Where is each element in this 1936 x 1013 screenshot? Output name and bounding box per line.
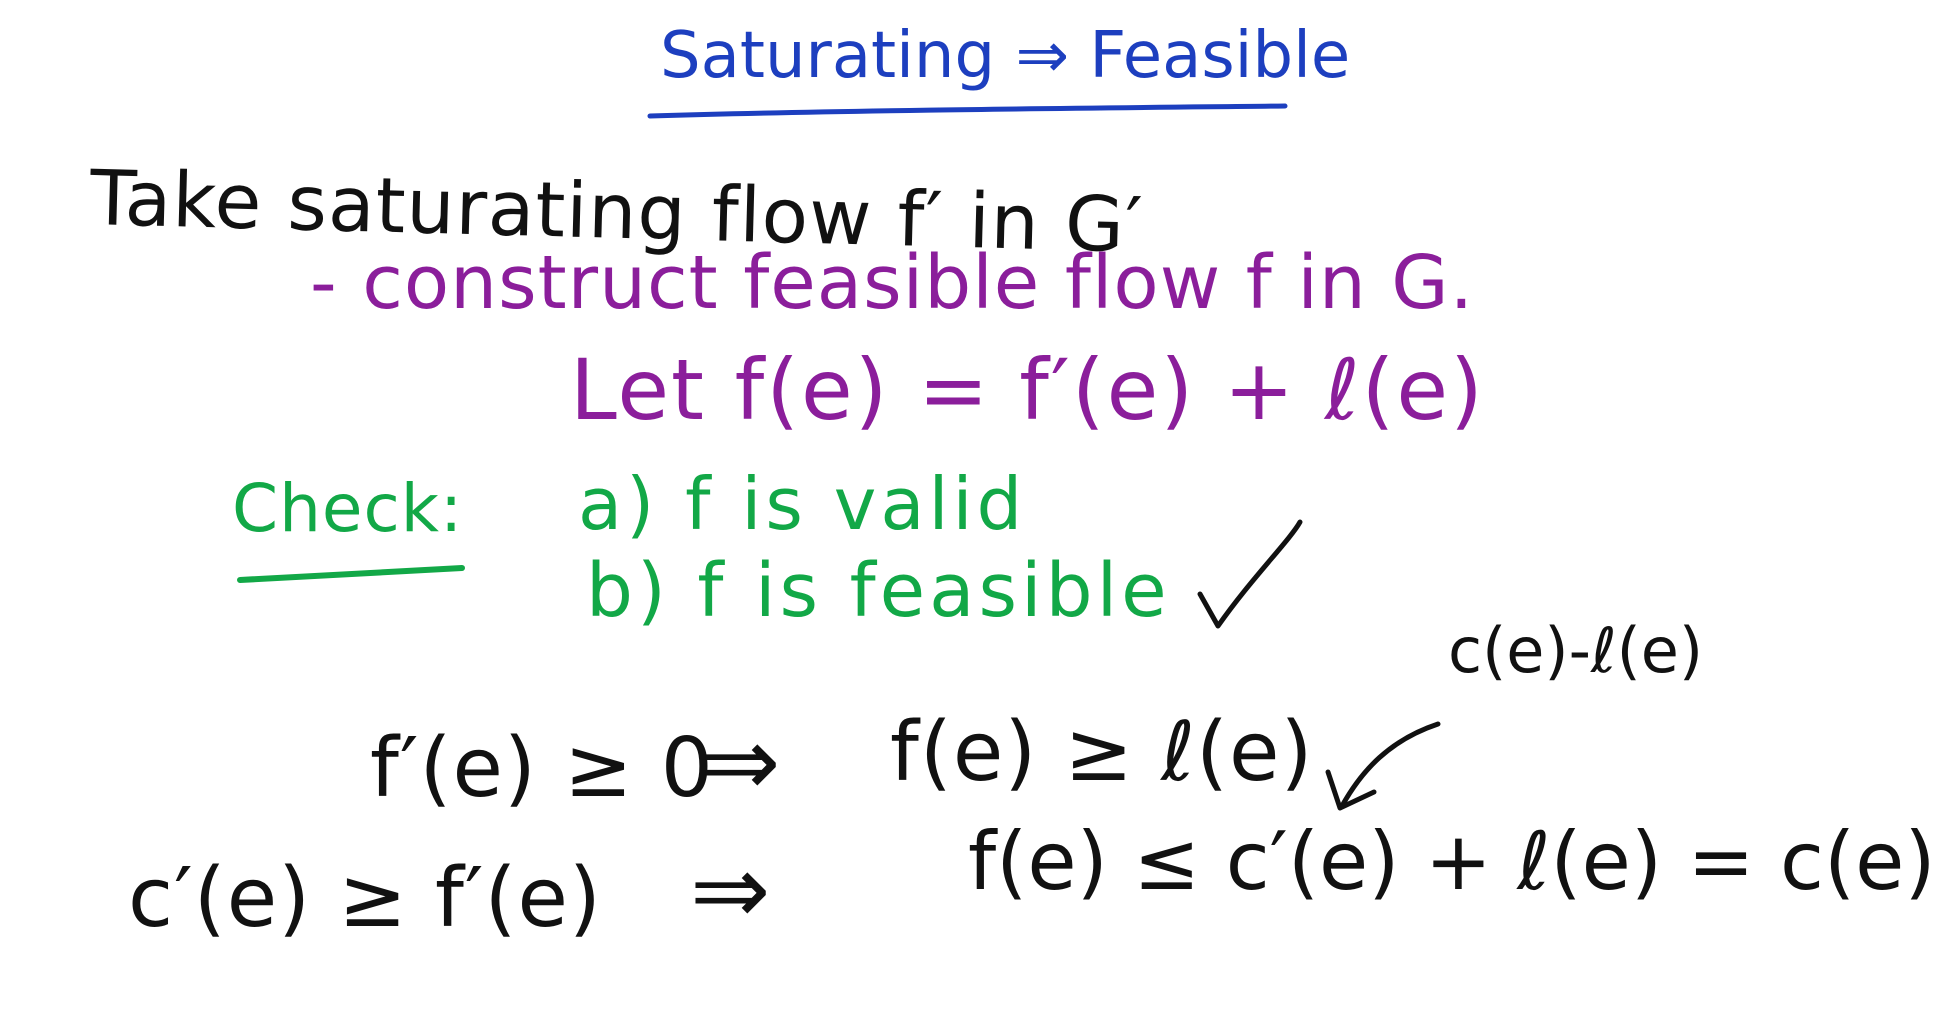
checkmark-icon — [1200, 522, 1300, 626]
check-item-valid: a) f is valid — [578, 462, 1027, 546]
derivation-1-implies: ⇒ — [700, 706, 781, 818]
take-saturating-flow-line: Take saturating flow f′ in G′ — [88, 153, 1145, 270]
arrow-icon — [1342, 724, 1438, 806]
title-underline — [650, 106, 1285, 116]
check-underline — [240, 568, 462, 580]
slide-title: Saturating ⇒ Feasible — [660, 19, 1351, 93]
let-definition-line: Let f(e) = f′(e) + ℓ(e) — [570, 341, 1485, 439]
capacity-annotation: c(e)-ℓ(e) — [1448, 614, 1704, 687]
derivation-2-conclusion: f(e) ≤ c′(e) + ℓ(e) = c(e) — [968, 815, 1936, 908]
construct-feasible-flow-line: - construct feasible flow f in G. — [310, 240, 1475, 326]
derivation-2-implies: ⇒ — [690, 834, 771, 946]
check-label: Check: — [232, 470, 464, 547]
derivation-2-premise: c′(e) ≥ f′(e) — [128, 851, 602, 946]
derivation-1-premise: f′(e) ≥ 0 — [370, 721, 714, 816]
derivation-1-conclusion: f(e) ≥ ℓ(e) — [890, 705, 1314, 800]
check-item-feasible: b) f is feasible — [586, 548, 1171, 634]
